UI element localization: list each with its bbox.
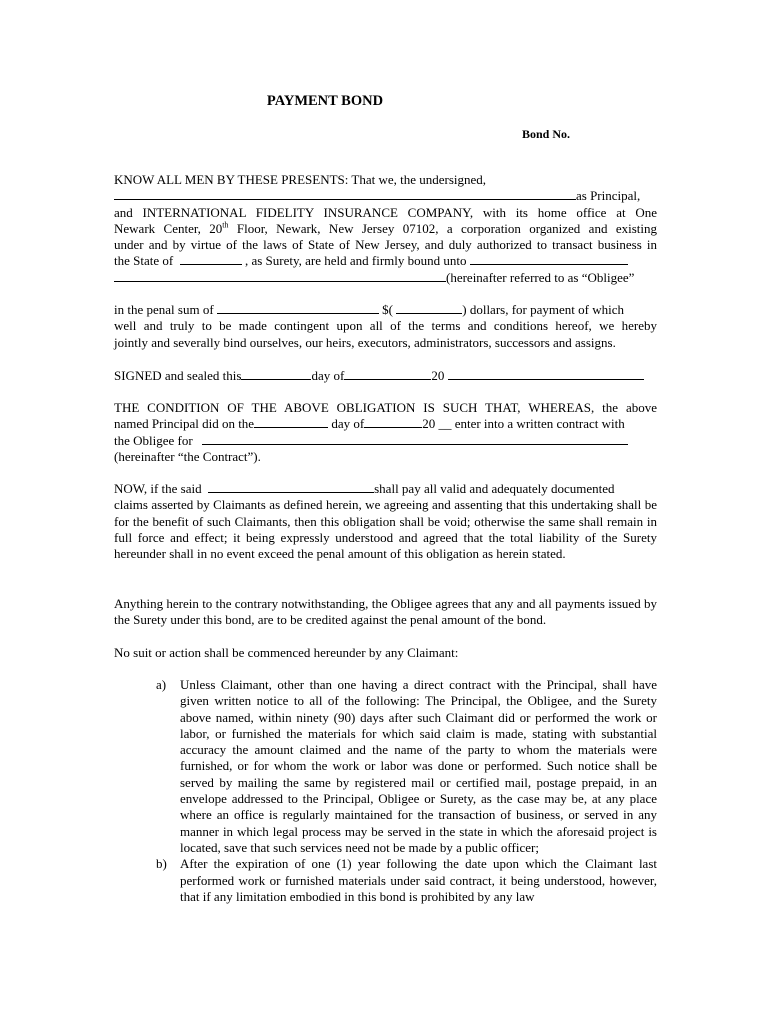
condition-line-2	[114, 416, 657, 432]
intro-line-5: under and by virtue of the laws of State of New Jersey, and duly authorized to transact business in	[114, 237, 657, 253]
contract-year-text: 20 __ enter into a written contract with	[422, 416, 625, 432]
contract-date-label: named Principal did on the	[114, 416, 255, 432]
now-label: NOW, if the said	[114, 481, 202, 496]
intro-line-4-post: Floor, Newark, New Jersey 07102, a corporation organized and existing	[228, 220, 657, 236]
list-item	[156, 677, 657, 856]
obligee-blank	[470, 253, 628, 265]
contract-month-blank	[364, 416, 422, 428]
condition-line-3	[114, 433, 657, 449]
year-prefix: 20	[431, 368, 445, 383]
credit-paragraph: Anything herein to the contrary notwithstanding, the Obligee agrees that any and all payments issued by the Surety under this bond, are to be credited against the penal amount of the bond.	[114, 596, 657, 628]
intro-line-4	[114, 221, 657, 237]
list-item	[156, 856, 657, 905]
condition-paragraph	[114, 400, 657, 465]
day-of-label: day of	[311, 368, 345, 383]
now-text: claims asserted by Claimants as defined herein, we agreeing and assenting that this undertaking shall be for the benefit of such Claimants, then this obligation shall be void; otherwise the same shall remain in full force and effect; it being expressly understood and agreed that the total liability of the Surety hereunder shall in no event exceed the penal amount of this obligation as herein stated.	[114, 497, 657, 562]
signed-line	[114, 368, 657, 384]
now-line-1	[114, 481, 657, 497]
list-item-text: After the expiration of one (1) year following the date upon which the Claimant last performed work or furnished materials under said contract, it being understood, however, that if any limitation embodied in this bond is prohibited by any law	[180, 856, 657, 904]
signed-day-blank	[241, 368, 311, 380]
state-label: the State of	[114, 253, 174, 269]
bond-number-label: Bond No.	[522, 127, 571, 141]
list-item-text: Unless Claimant, other than one having a direct contract with the Principal, shall have given written notice to all of the following: The Principal, the Obligee, and the Surety above named, within ninety (90) days after such Claimant did or performed the work or labor, or furnished the materials for which said claim is made, stating with substantial accuracy the amount claimed and the name of the party to whom the materials were furnished, or for whom the work or labor was done or performed. Such notice shall be served by mailing the same by registered mail or certified mail, postage prepaid, in an envelope addressed to the Principal, Obligee or Surety, as the case may be, at any place where an office is regularly maintained for the transaction of business, or served in any manner in which legal process may be served in the state in which the aforesaid project is located, save that such services need not be made by a public officer;	[180, 677, 657, 855]
no-suit-paragraph: No suit or action shall be commenced hereunder by any Claimant:	[114, 645, 459, 660]
principal-line	[114, 188, 657, 204]
condition-line-1: THE CONDITION OF THE ABOVE OBLIGATION IS SUCH THAT, WHEREAS, the above	[114, 400, 657, 415]
penal-sum-label: in the penal sum of	[114, 302, 214, 317]
contract-day-of: day of	[328, 416, 365, 432]
intro-line-7	[114, 270, 657, 286]
penal-sum-paragraph	[114, 302, 657, 351]
signed-month-blank	[344, 368, 431, 380]
principal-blank	[114, 188, 576, 200]
now-paragraph	[114, 481, 657, 562]
list-marker: a)	[156, 677, 167, 692]
signed-year-blank	[448, 368, 644, 380]
conditions-list	[156, 677, 657, 905]
contract-purpose-blank	[202, 433, 628, 445]
penal-line-1	[114, 302, 657, 318]
intro-line-6	[114, 253, 657, 269]
obligee-suffix: (hereinafter referred to as “Obligee”	[446, 269, 635, 285]
contract-day-blank	[254, 416, 328, 428]
now-line-1-rest: shall pay all valid and adequately documented	[374, 481, 615, 496]
penal-sum-words-blank	[217, 302, 379, 314]
signed-label: SIGNED and sealed this	[114, 368, 242, 383]
dollar-open: $(	[382, 302, 393, 317]
condition-line-4: (hereinafter “the Contract”).	[114, 448, 261, 464]
penal-sum-amount-blank	[396, 302, 462, 314]
state-blank	[180, 253, 242, 265]
intro-line-4-pre: Newark Center, 20	[114, 220, 223, 236]
dollars-text: ) dollars, for payment of which	[462, 302, 624, 317]
obligee-for-label: the Obligee for	[114, 432, 193, 448]
principal-suffix: as Principal,	[576, 188, 641, 204]
principal-name-blank	[208, 481, 374, 493]
intro-line-3: and INTERNATIONAL FIDELITY INSURANCE COMPANY, with its home office at One	[114, 204, 657, 220]
surety-text: , as Surety, are held and firmly bound unto	[244, 253, 467, 269]
penal-line-2: well and truly to be made contingent upon all of the terms and conditions hereof, we hereby	[114, 318, 657, 334]
signed-paragraph	[114, 368, 657, 384]
intro-line-1: KNOW ALL MEN BY THESE PRESENTS: That we, the undersigned,	[114, 172, 487, 187]
ordinal-suffix: th	[222, 220, 229, 230]
document-title: PAYMENT BOND	[266, 93, 384, 109]
list-marker: b)	[156, 856, 167, 872]
penal-line-3: jointly and severally bind ourselves, our heirs, executors, administrators, successors and assigns.	[114, 334, 616, 350]
intro-paragraph	[114, 172, 657, 286]
obligee-name-blank	[114, 270, 446, 282]
